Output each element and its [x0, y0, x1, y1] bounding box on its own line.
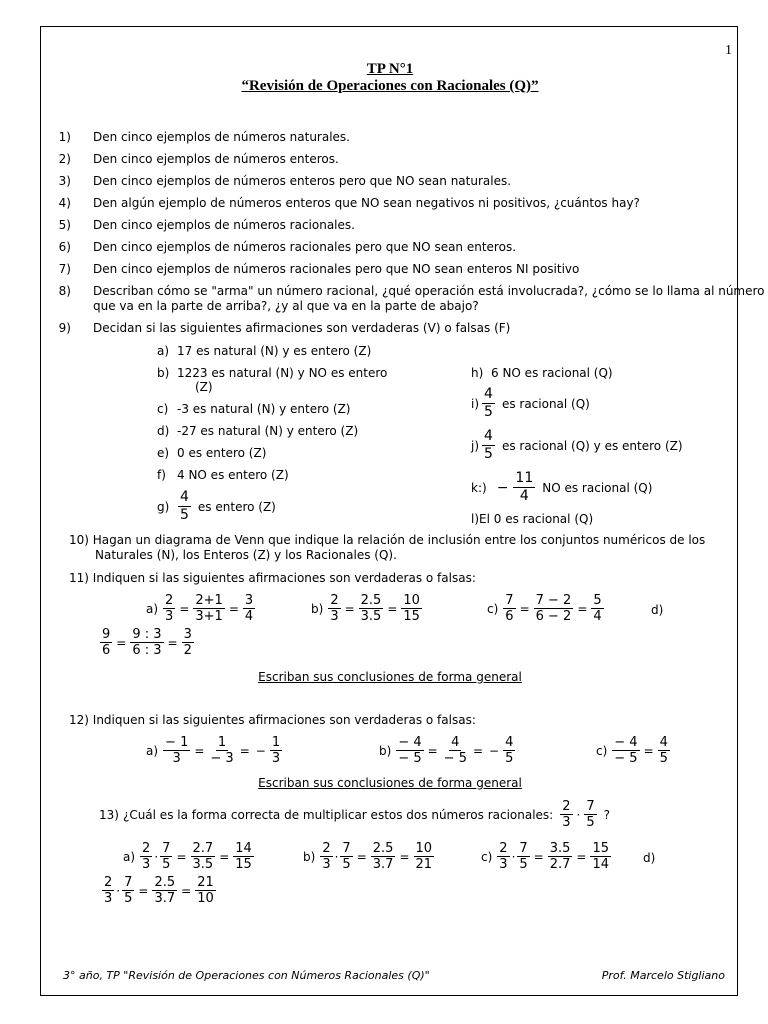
question-9: 9) Decidan si las siguientes afirmaciones son verdaderas (V) o falsas (F) — [58, 321, 511, 335]
q11-item-a: a) $\frac{2}{3}$ = $\frac{2+1}{3+1}$ = $\frac{3}{4}$ — [146, 593, 254, 624]
q11-item-d-label: d) — [651, 603, 664, 617]
title-line-1: TP N°1 — [366, 61, 414, 77]
q9-item-d: d) -27 es natural (N) y entero (Z) — [157, 424, 359, 438]
q13-item-a: a) 2 3 · $\frac{7}{5}$ = $\frac{2.7}{3.5}$ = $\frac{14}{15}$ — [123, 841, 252, 872]
conclusion-12: Escriban sus conclusiones de forma general — [258, 776, 522, 790]
question-8-line-2: que va en la parte de arriba?, ¿y al que va en la parte de abajo? — [93, 299, 479, 313]
q9-item-i: i) 4 5 es racional (Q) — [471, 386, 590, 420]
q9-item-c: c) -3 es natural (N) y entero (Z) — [157, 402, 351, 416]
page-number: 1 — [725, 43, 732, 58]
fraction: 4 5 — [484, 428, 493, 462]
conclusion-11: Escriban sus conclusiones de forma general — [258, 670, 522, 684]
footer-author: Prof. Marcelo Stigliano — [601, 969, 725, 982]
question-7: 7) Den cinco ejemplos de números racionales pero que NO sean enteros NI positivo — [58, 262, 580, 276]
question-10-line-2: Naturales (N), los Enteros (Z) y los Racionales (Q). — [95, 548, 397, 562]
question-2: 2) Den cinco ejemplos de números enteros. — [58, 152, 339, 166]
fraction: $\frac{11}{4}$ — [515, 470, 534, 504]
question-6: 6) Den cinco ejemplos de números racionales pero que NO sean enteros. — [58, 240, 517, 254]
q9-item-l: l)El 0 es racional (Q) — [471, 512, 594, 526]
question-8: 8) Describan cómo se "arma" un número racional, ¿qué operación está involucrada?, ¿cómo se lo llama al número — [58, 284, 765, 298]
q9-item-b-line-2: (Z) — [195, 380, 213, 394]
q9-item-g: g) 4 5 es entero (Z) — [157, 489, 276, 523]
question-13: 13) ¿Cuál es la forma correcta de multiplicar estos dos números racionales: 2 3 · 7 5 ? — [99, 799, 610, 830]
q13-item-b: b) 2 3 · $\frac{7}{5}$ = $\frac{2.5}{3.7}$ = $\frac{10}{21}$ — [303, 841, 433, 872]
fraction: 4 5 — [484, 386, 493, 420]
question-3: 3) Den cinco ejemplos de números enteros pero que NO sean naturales. — [58, 174, 512, 188]
q12-item-b: b) $\frac{- 4}{- 5}$ = $\frac{4}{- 5}$ = − $\frac{4}{5}$ — [379, 735, 514, 766]
title-line-2: “Revisión de Operaciones con Racionales (Q)” — [241, 78, 539, 94]
q9-item-h: h) 6 NO es racional (Q) — [471, 366, 613, 380]
question-11: 11) Indiquen si las siguientes afirmaciones son verdaderas o falsas: — [69, 571, 476, 585]
q9-item-k: k:) − $\frac{11}{4}$ NO es racional (Q) — [471, 470, 653, 504]
q13-item-d: 2 3 · $\frac{7}{5}$ = $\frac{2.5}{3.7}$ = $\frac{21}{10}$ — [104, 875, 214, 906]
q9-item-j: j) 4 5 es racional (Q) y es entero (Z) — [471, 428, 683, 462]
question-4: 4) Den algún ejemplo de números enteros que NO sean negativos ni positivos, ¿cuántos hay? — [58, 196, 640, 210]
fraction: 4 5 — [180, 489, 189, 523]
q9-item-a: a) 17 es natural (N) y es entero (Z) — [157, 344, 372, 358]
question-10: 10) Hagan un diagrama de Venn que indique la relación de inclusión entre los conjuntos numéricos de los — [69, 533, 706, 547]
question-12: 12) Indiquen si las siguientes afirmaciones son verdaderas o falsas: — [69, 713, 476, 727]
q13-item-c: c) 2 3 · $\frac{7}{5}$ = $\frac{3.5}{2.7}$ = $\frac{15}{14}$ — [481, 841, 610, 872]
q11-item-d: $\frac{9}{6}$ = $\frac{9 : 3}{6 : 3}$ = $\frac{3}{2}$ — [102, 627, 192, 658]
q11-item-c: c) $\frac{7}{6}$ = $\frac{7 - 2}{6 - 2}$ = $\frac{5}{4}$ — [487, 593, 602, 624]
footer-course: 3° año, TP "Revisión de Operaciones con Números Racionales (Q)" — [63, 969, 430, 982]
q9-item-e: e) 0 es entero (Z) — [157, 446, 267, 460]
q9-item-f: f) 4 NO es entero (Z) — [157, 468, 289, 482]
q13-item-d-label: d) — [643, 851, 656, 865]
question-1: 1) Den cinco ejemplos de números naturales. — [58, 130, 350, 144]
q12-item-a: a) $\frac{- 1}{3}$ = $\frac{1}{- 3}$ = − $\frac{1}{3}$ — [146, 735, 281, 766]
page-frame — [40, 26, 765, 996]
q12-item-c: c) $\frac{- 4}{- 5}$ = $\frac{4}{5}$ — [596, 735, 668, 766]
q9-item-b: b) 1223 es natural (N) y NO es entero — [157, 366, 388, 380]
question-5: 5) Den cinco ejemplos de números racionales. — [58, 218, 355, 232]
q11-item-b: b) $\frac{2}{3}$ = $\frac{2.5}{3.5}$ = $\frac{10}{15}$ — [311, 593, 420, 624]
